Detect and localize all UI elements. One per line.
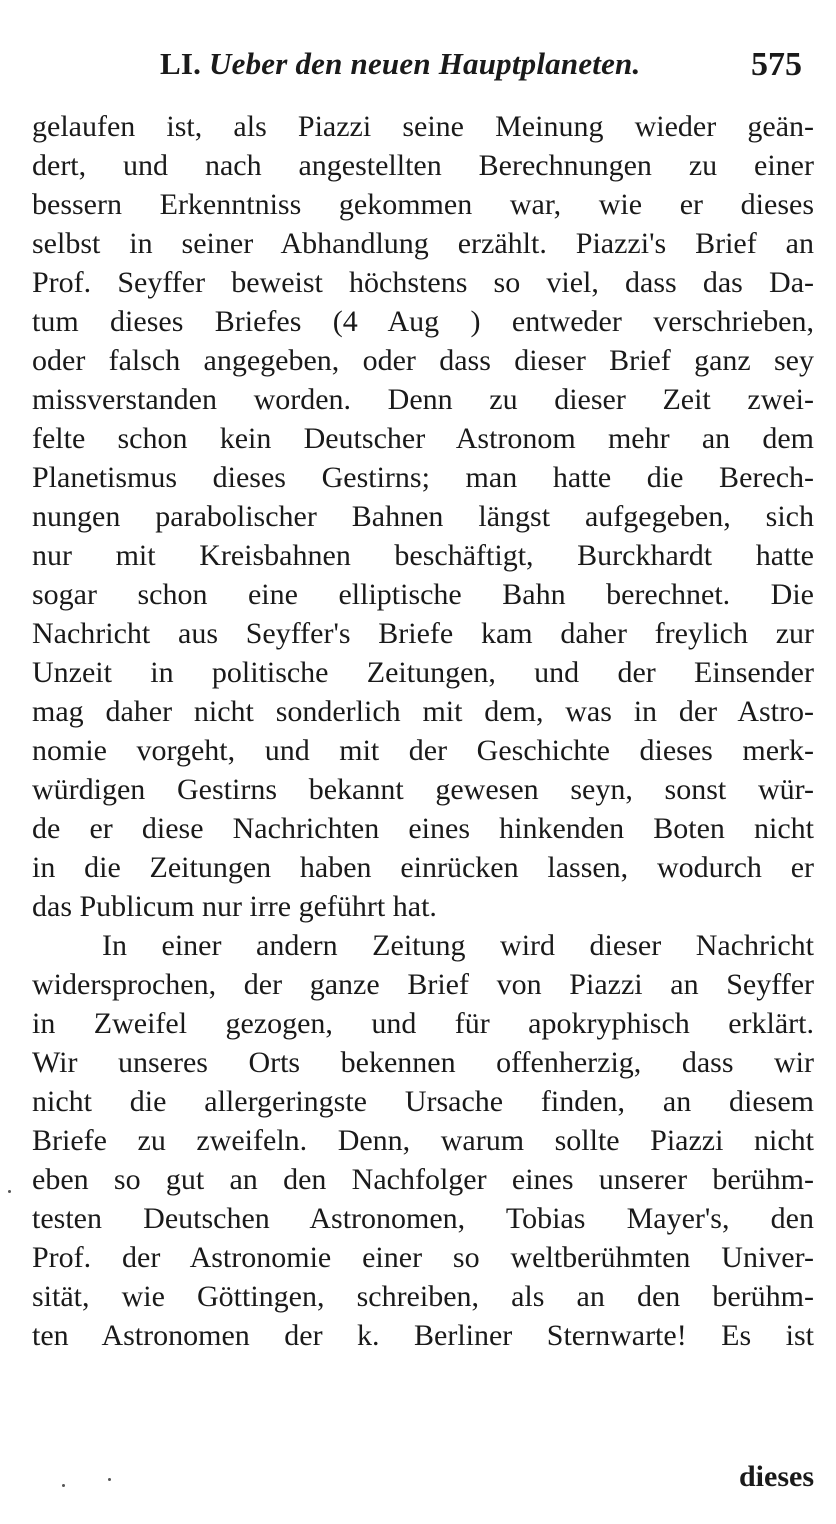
chapter-title: Ueber den neuen Hauptplaneten. <box>209 46 641 81</box>
print-speck <box>108 1478 111 1481</box>
text-line: nungen parabolischer Bahnen längst aufgegeben, sich <box>32 500 814 533</box>
text-line: in die Zeitungen haben einrücken lassen, wodurch er <box>32 851 814 884</box>
chapter-number: LI. <box>160 46 202 81</box>
text-line: Prof. der Astronomie einer so weltberühmten Univer- <box>32 1241 814 1274</box>
text-line: nur mit Kreisbahnen beschäftigt, Burckhardt hatte <box>32 539 814 572</box>
text-line: dert, und nach angestellten Berechnungen zu einer <box>32 149 814 182</box>
text-line: missverstanden worden. Denn zu dieser Zeit zwei- <box>32 383 814 416</box>
page-number: 575 <box>751 46 802 83</box>
text-line: würdigen Gestirns bekannt gewesen seyn, sonst wür- <box>32 773 814 806</box>
text-line: tum dieses Briefes (4 Aug ) entweder verschrieben, <box>32 305 814 338</box>
text-line: das Publicum nur irre geführt hat. <box>32 890 437 923</box>
text-line: ten Astronomen der k. Berliner Sternwarte! Es ist <box>32 1319 814 1352</box>
text-line: sität, wie Göttingen, schreiben, als an den berühm- <box>32 1280 814 1313</box>
text-line: testen Deutschen Astronomen, Tobias Mayer's, den <box>32 1202 814 1235</box>
text-line: Wir unseres Orts bekennen offenherzig, dass wir <box>32 1046 814 1079</box>
text-line: sogar schon eine elliptische Bahn berechnet. Die <box>32 578 814 611</box>
text-line: in Zweifel gezogen, und für apokryphisch erklärt. <box>32 1007 814 1040</box>
text-line: Nachricht aus Seyffer's Briefe kam daher freylich zur <box>32 617 814 650</box>
text-line: Unzeit in politische Zeitungen, und der Einsender <box>32 656 814 689</box>
text-line: felte schon kein Deutscher Astronom mehr an dem <box>32 422 814 455</box>
text-line: Briefe zu zweifeln. Denn, warum sollte Piazzi nicht <box>32 1124 814 1157</box>
print-speck <box>8 1190 11 1193</box>
text-line: gelaufen ist, als Piazzi seine Meinung wieder geän- <box>32 110 814 143</box>
text-line: eben so gut an den Nachfolger eines unserer berühm- <box>32 1163 814 1196</box>
text-line: mag daher nicht sonderlich mit dem, was in der Astro- <box>32 695 814 728</box>
text-line: nomie vorgeht, und mit der Geschichte dieses merk- <box>32 734 814 767</box>
text-line: widersprochen, der ganze Brief von Piazzi an Seyffer <box>32 968 814 1001</box>
catchword: dieses <box>739 1460 814 1493</box>
text-line: In einer andern Zeitung wird dieser Nachricht <box>102 929 814 962</box>
text-line: Prof. Seyffer beweist höchstens so viel, dass das Da- <box>32 266 814 299</box>
text-line: oder falsch angegeben, oder dass dieser Brief ganz sey <box>32 344 814 377</box>
text-line: bessern Erkenntniss gekommen war, wie er dieses <box>32 188 814 221</box>
text-line: selbst in seiner Abhandlung erzählt. Piazzi's Brief an <box>32 227 814 260</box>
text-line: Planetismus dieses Gestirns; man hatte die Berech- <box>32 461 814 494</box>
text-line: nicht die allergeringste Ursache finden, an diesem <box>32 1085 814 1118</box>
text-line: de er diese Nachrichten eines hinkenden Boten nicht <box>32 812 814 845</box>
running-header <box>32 38 822 98</box>
running-title <box>160 46 640 82</box>
print-speck <box>62 1484 65 1487</box>
